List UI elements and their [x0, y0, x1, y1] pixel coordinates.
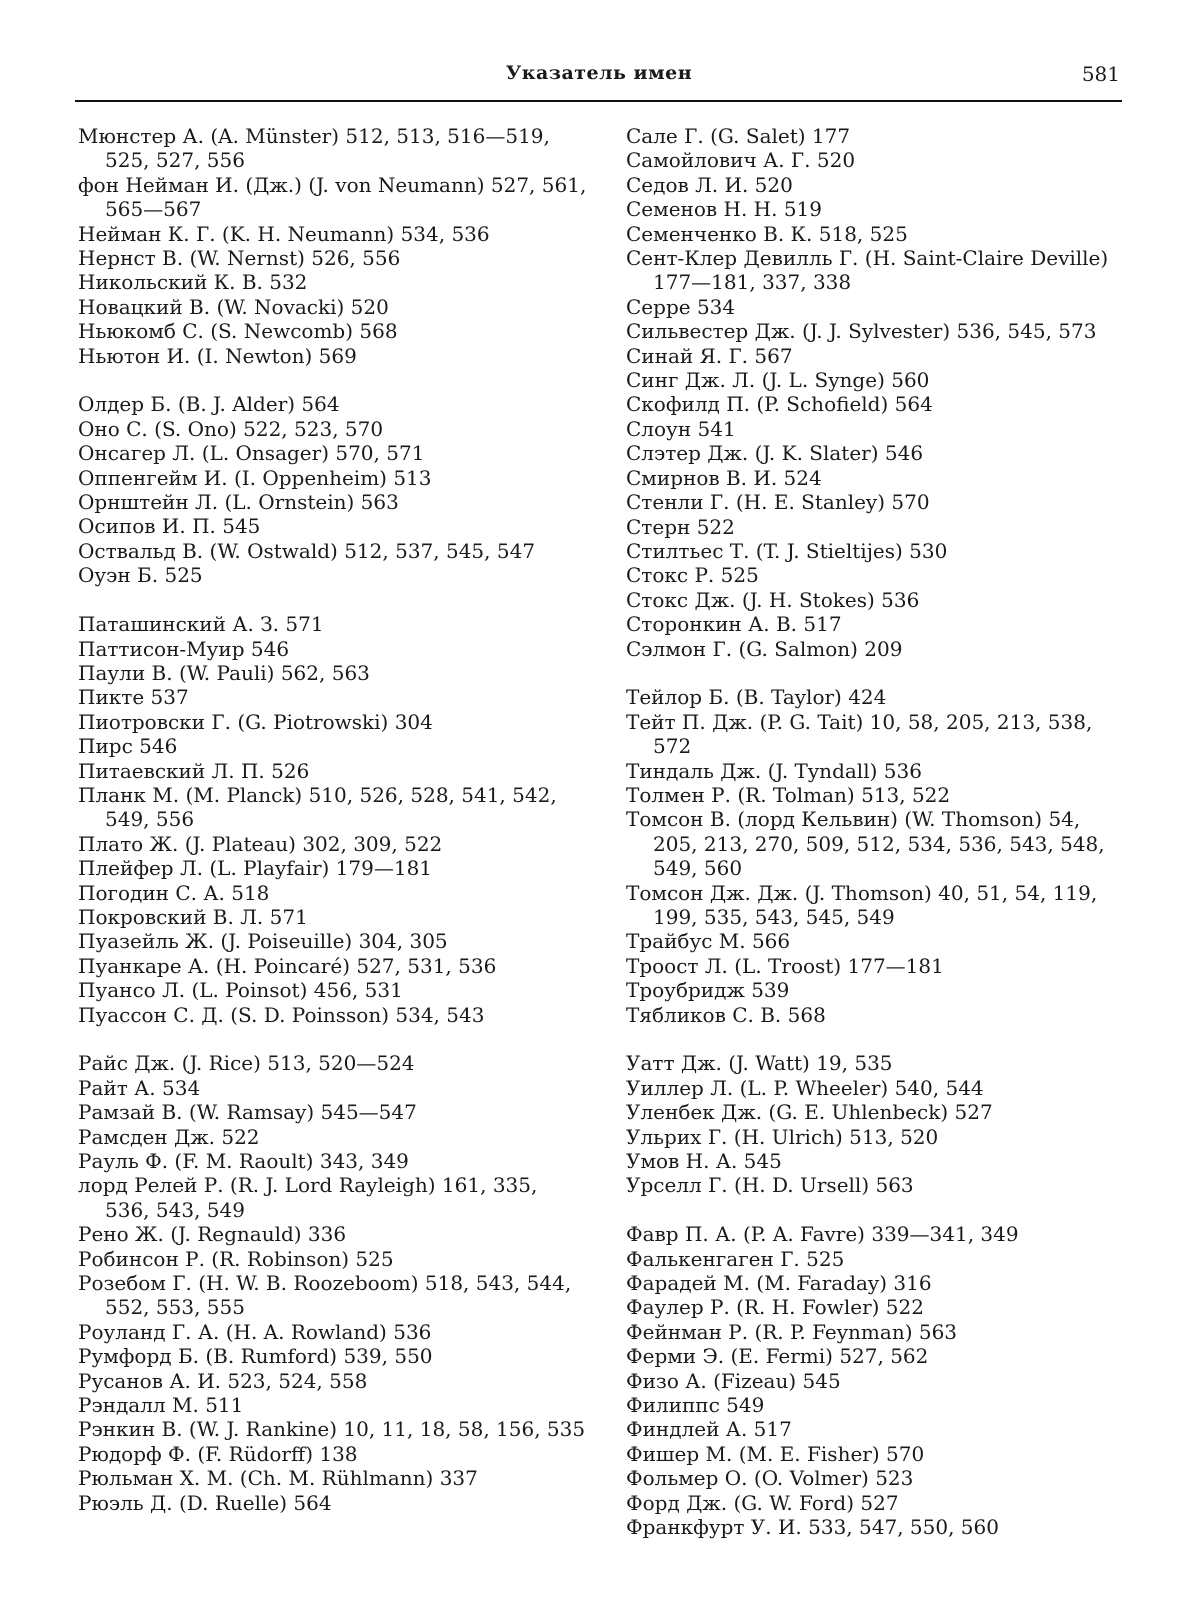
index-entry: Сильвестер Дж. (J. J. Sylvester) 536, 545, 573 [626, 319, 1097, 344]
index-entry: Сторонкин А. В. 517 [626, 612, 842, 637]
index-entry: Фаулер Р. (R. H. Fowler) 522 [626, 1295, 924, 1320]
page-header [78, 60, 1120, 96]
index-entry: Плейфер Л. (L. Playfair) 179—181 [78, 856, 433, 881]
index-entry: Розебом Г. (H. W. B. Roozeboom) 518, 543, 544, 552, 553, 555 [78, 1271, 572, 1320]
index-entry: Фалькенгаген Г. 525 [626, 1246, 845, 1271]
index-entry: Пирс 546 [78, 734, 178, 759]
index-entry: Фишер М. (M. E. Fisher) 570 [626, 1441, 925, 1466]
index-entry: Рауль Ф. (F. M. Raoult) 343, 349 [78, 1149, 409, 1174]
letter-group-gap [626, 1198, 1126, 1222]
index-entry: Пуазейль Ж. (J. Poiseuille) 304, 305 [78, 929, 448, 954]
index-entry: Фольмер О. (O. Volmer) 523 [626, 1466, 914, 1491]
index-entry: Робинсон Р. (R. Robinson) 525 [78, 1246, 394, 1271]
index-entry: Синг Дж. Л. (J. L. Synge) 560 [626, 368, 930, 393]
index-entry: Уиллер Л. (L. P. Wheeler) 540, 544 [626, 1075, 984, 1100]
index-entry: Оно С. (S. Ono) 522, 523, 570 [78, 416, 384, 441]
index-entry: Умов Н. А. 545 [626, 1149, 782, 1174]
index-entry: Пиотровски Г. (G. Piotrowski) 304 [78, 709, 433, 734]
index-entry: Планк М. (M. Planck) 510, 526, 528, 541, 542, 549, 556 [78, 782, 557, 832]
index-entry: Нейман К. Г. (K. H. Neumann) 534, 536 [78, 221, 490, 246]
index-entry: Стерн 522 [626, 514, 735, 539]
index-entry: Стокс Дж. (J. H. Stokes) 536 [626, 587, 920, 612]
index-entry: Франкфурт У. И. 533, 547, 550, 560 [626, 1515, 999, 1540]
index-entry: Слэтер Дж. (J. K. Slater) 546 [626, 441, 924, 466]
index-entry: Уатт Дж. (J. Watt) 19, 535 [626, 1051, 893, 1076]
index-entry: Уленбек Дж. (G. E. Uhlenbeck) 527 [626, 1100, 993, 1125]
index-entry: Рамсден Дж. 522 [78, 1124, 260, 1149]
index-entry: Фарадей М. (M. Faraday) 316 [626, 1271, 932, 1296]
index-entry: Сент-Клер Девилль Г. (H. Saint-Claire Deville) 177—181, 337, 338 [626, 246, 1109, 295]
index-entry: Синай Я. Г. 567 [626, 343, 793, 368]
index-entry: Ньютон И. (I. Newton) 569 [78, 343, 357, 368]
index-entry: Оствальд В. (W. Ostwald) 512, 537, 545, 547 [78, 538, 536, 563]
index-entry: Урселл Г. (H. D. Ursell) 563 [626, 1173, 914, 1198]
index-entry: Скофилд П. (P. Schofield) 564 [626, 392, 933, 417]
header-divider [75, 100, 1122, 102]
index-entry: Паули В. (W. Pauli) 562, 563 [78, 660, 370, 685]
letter-group-gap [626, 1027, 1126, 1051]
index-entry: Райт А. 534 [78, 1075, 201, 1100]
index-entry: Троубридж 539 [626, 978, 790, 1003]
index-entry: Пуанкаре А. (H. Poincaré) 527, 531, 536 [78, 953, 497, 978]
index-entry: Тейт П. Дж. (P. G. Tait) 10, 58, 205, 213, 538, 572 [626, 709, 1093, 759]
index-column-left [78, 124, 588, 1515]
index-entry: Роуланд Г. А. (H. A. Rowland) 536 [78, 1319, 432, 1344]
index-entry: Трооcт Л. (L. Troost) 177—181 [626, 953, 944, 978]
index-entry: Нернст В. (W. Nernst) 526, 556 [78, 246, 401, 271]
index-entry: Румфорд Б. (B. Rumford) 539, 550 [78, 1344, 433, 1369]
letter-group-gap [78, 368, 588, 392]
index-entry: Финдлей А. 517 [626, 1417, 792, 1442]
index-entry: Плато Ж. (J. Plateau) 302, 309, 522 [78, 831, 443, 856]
index-entry: Пуансо Л. (L. Poinsot) 456, 531 [78, 978, 403, 1003]
index-entry: Слоун 541 [626, 416, 736, 441]
index-entry: Пикте 537 [78, 685, 189, 710]
index-entry: Рэндалл М. 511 [78, 1393, 244, 1418]
index-entry: Смирнов В. И. 524 [626, 465, 822, 490]
index-entry: Тябликов С. В. 568 [626, 1002, 826, 1027]
index-entry: Паташинский А. З. 571 [78, 612, 324, 637]
index-entry: Орнштейн Л. (L. Ornstein) 563 [78, 490, 399, 515]
index-entry: Рюдорф Ф. (F. Rüdorff) 138 [78, 1441, 358, 1466]
index-entry: Онсагер Л. (L. Onsager) 570, 571 [78, 441, 425, 466]
index-entry: Оуэн Б. 525 [78, 563, 203, 588]
index-entry: Рюэль Д. (D. Ruelle) 564 [78, 1490, 332, 1515]
index-entry: Русанов А. И. 523, 524, 558 [78, 1368, 368, 1393]
index-entry: Рамзай В. (W. Ramsay) 545—547 [78, 1100, 417, 1125]
index-entry: Осипов И. П. 545 [78, 514, 261, 539]
index-entry: Погодин С. А. 518 [78, 880, 270, 905]
index-entry: Ульрих Г. (H. Ulrich) 513, 520 [626, 1124, 939, 1149]
letter-group-gap [78, 588, 588, 612]
index-entry: Новацкий В. (W. Novacki) 520 [78, 294, 389, 319]
index-entry: Мюнстер А. (A. Münster) 512, 513, 516—519, 525, 527, 556 [78, 124, 550, 173]
index-column-right [626, 124, 1126, 1540]
index-entry: Сале Г. (G. Salet) 177 [626, 124, 851, 148]
index-entry: Сэлмон Г. (G. Salmon) 209 [626, 636, 903, 661]
index-entry: Рюльман Х. М. (Ch. M. Rühlmann) 337 [78, 1466, 478, 1491]
page-number: 581 [1081, 62, 1120, 86]
index-entry: Фавр П. А. (P. A. Favre) 339—341, 349 [626, 1222, 1019, 1247]
index-entry: Олдер Б. (B. J. Alder) 564 [78, 392, 340, 417]
index-entry: фон Нейман И. (Дж.) (J. von Neumann) 527, 561, 565—567 [78, 172, 587, 222]
index-entry: Рэнкин В. (W. J. Rankine) 10, 11, 18, 58, 156, 535 [78, 1417, 586, 1442]
index-entry: Самойлович А. Г. 520 [626, 148, 856, 173]
index-entry: Физо А. (Fizeau) 545 [626, 1368, 841, 1393]
index-entry: Паттисон-Муир 546 [78, 636, 290, 661]
index-entry: Серре 534 [626, 294, 736, 319]
index-entry: Томсон В. (лорд Кельвин) (W. Thomson) 54, 205, 213, 270, 509, 512, 534, 536, 543, 548, 549, 560 [626, 807, 1105, 881]
index-entry: Форд Дж. (G. W. Ford) 527 [626, 1490, 899, 1515]
letter-group-gap [626, 661, 1126, 685]
index-entry: Семенченко В. К. 518, 525 [626, 221, 908, 246]
index-entry: Семенов Н. Н. 519 [626, 197, 823, 222]
index-entry: Стилтьес Т. (T. J. Stieltijes) 530 [626, 538, 948, 563]
index-entry: Филиппс 549 [626, 1393, 765, 1418]
index-entry: Тейлор Б. (B. Taylor) 424 [626, 685, 887, 710]
index-entry: Райс Дж. (J. Rice) 513, 520—524 [78, 1051, 415, 1076]
index-entry: Никольский К. В. 532 [78, 270, 308, 295]
index-entry: лорд Релей Р. (R. J. Lord Rayleigh) 161, 335, 536, 543, 549 [78, 1173, 538, 1222]
index-entry: Стокс Р. 525 [626, 563, 759, 588]
index-entry: Оппенгейм И. (I. Oppenheim) 513 [78, 465, 432, 490]
index-entry: Толмен Р. (R. Tolman) 513, 522 [626, 782, 951, 807]
index-entry: Ньюкомб С. (S. Newcomb) 568 [78, 319, 398, 344]
index-entry: Стенли Г. (H. E. Stanley) 570 [626, 490, 930, 515]
letter-group-gap [78, 1027, 588, 1051]
index-entry: Трайбус М. 566 [626, 929, 791, 954]
index-entry: Рено Ж. (J. Regnauld) 336 [78, 1222, 347, 1247]
index-entry: Фейнман Р. (R. P. Feynman) 563 [626, 1319, 958, 1344]
page-title: Указатель имен [505, 62, 693, 84]
index-entry: Покровский В. Л. 571 [78, 904, 308, 929]
index-entry: Тиндаль Дж. (J. Tyndall) 536 [626, 758, 922, 783]
index-entry: Питаевский Л. П. 526 [78, 758, 310, 783]
index-entry: Пуассон С. Д. (S. D. Poinsson) 534, 543 [78, 1002, 485, 1027]
index-entry: Седов Л. И. 520 [626, 172, 793, 197]
index-entry: Ферми Э. (E. Fermi) 527, 562 [626, 1344, 929, 1369]
index-entry: Томсон Дж. Дж. (J. Thomson) 40, 51, 54, 119, 199, 535, 543, 545, 549 [626, 880, 1098, 929]
